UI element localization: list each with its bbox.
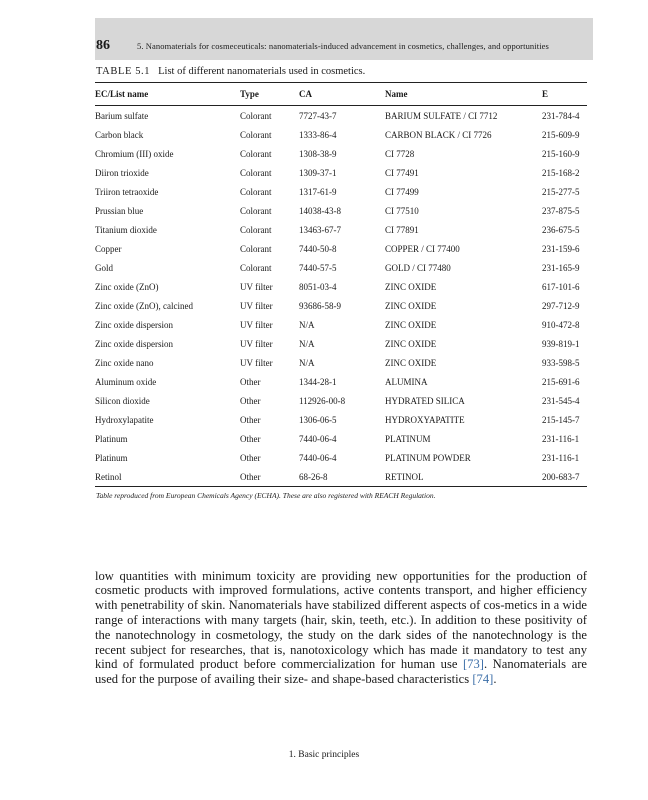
body-text-part-2: . Nanomaterials are used for the purpose of availing their size- and shape-based characteristics xyxy=(95,657,587,687)
cell-e: 215-691-6 xyxy=(542,376,580,387)
table-row xyxy=(95,201,587,220)
cell-e: 297-712-9 xyxy=(542,300,580,311)
cell-ca: 14038-43-8 xyxy=(299,205,341,216)
cell-ec-list-name: Platinum xyxy=(95,433,128,444)
table-row xyxy=(95,372,587,391)
body-text-part-3: . xyxy=(493,672,497,687)
table-row xyxy=(95,296,587,315)
citation-link-74[interactable]: [74] xyxy=(472,672,494,687)
cell-type: Colorant xyxy=(240,224,272,235)
cell-name: CI 77510 xyxy=(385,205,419,216)
page-number: 86 xyxy=(96,38,110,53)
cell-type: Colorant xyxy=(240,148,272,159)
cell-type: Other xyxy=(240,467,299,487)
cell-type: Other xyxy=(240,433,261,444)
cell-ec-list-name: Aluminum oxide xyxy=(95,376,157,387)
table-row xyxy=(95,429,587,448)
table-caption-text: List of different nanomaterials used in cosmetics. xyxy=(158,66,366,77)
cell-ec-list-name: Retinol xyxy=(95,467,240,487)
cell-e: 231-165-9 xyxy=(542,262,580,273)
cell-name: ZINC OXIDE xyxy=(385,281,437,292)
cell-name: PLATINUM POWDER xyxy=(385,452,471,463)
cell-ec-list-name: Titanium dioxide xyxy=(95,224,157,235)
cell-name: BARIUM SULFATE / CI 7712 xyxy=(385,110,498,121)
cell-ca: 112926-00-8 xyxy=(299,395,346,406)
cell-name: ZINC OXIDE xyxy=(385,338,437,349)
header-band xyxy=(95,18,593,60)
cell-ca: 7440-06-4 xyxy=(299,433,337,444)
cell-name: ZINC OXIDE xyxy=(385,300,437,311)
cell-ec-list-name: Gold xyxy=(95,262,113,273)
table-row xyxy=(95,315,587,334)
cell-ca: 93686-58-9 xyxy=(299,300,341,311)
cell-ec-list-name: Silicon dioxide xyxy=(95,395,150,406)
cell-ca: 7440-50-8 xyxy=(299,243,337,254)
cell-ca: 1309-37-1 xyxy=(299,167,337,178)
cell-type: UV filter xyxy=(240,338,273,349)
cell-e: 215-609-9 xyxy=(542,129,580,140)
cell-type: Other xyxy=(240,452,261,463)
cell-ca: 1317-61-9 xyxy=(299,186,337,197)
cell-ca: 1344-28-1 xyxy=(299,376,337,387)
cell-type: Colorant xyxy=(240,167,272,178)
cell-name: CI 77491 xyxy=(385,167,419,178)
column-header-ca: CA xyxy=(299,83,385,106)
cell-name: PLATINUM xyxy=(385,433,431,444)
table-caption xyxy=(96,66,365,77)
cell-ec-list-name: Zinc oxide (ZnO), calcined xyxy=(95,300,193,311)
cell-ec-list-name: Carbon black xyxy=(95,129,144,140)
cell-ec-list-name: Platinum xyxy=(95,452,128,463)
cell-type: Other xyxy=(240,414,261,425)
column-header-type: Type xyxy=(240,83,299,106)
cell-ec-list-name: Triiron tetraoxide xyxy=(95,186,159,197)
cell-ca: 7440-06-4 xyxy=(299,452,337,463)
cell-ca: 1333-86-4 xyxy=(299,129,337,140)
cell-ec-list-name: Zinc oxide dispersion xyxy=(95,319,173,330)
table-row xyxy=(95,410,587,429)
cell-name: ZINC OXIDE xyxy=(385,319,437,330)
cell-ca: N/A xyxy=(299,319,315,330)
cell-e: 617-101-6 xyxy=(542,281,580,292)
cell-ec-list-name: Zinc oxide (ZnO) xyxy=(95,281,159,292)
column-header-e: E xyxy=(542,83,587,106)
cell-name: COPPER / CI 77400 xyxy=(385,243,460,254)
cell-type: Colorant xyxy=(240,110,272,121)
cell-type: Colorant xyxy=(240,262,272,273)
cell-name: RETINOL xyxy=(385,467,542,487)
cell-e: 231-784-4 xyxy=(542,110,580,121)
table-row xyxy=(95,334,587,353)
cell-e: 215-277-5 xyxy=(542,186,580,197)
cell-ca: 1308-38-9 xyxy=(299,148,337,159)
cell-name: GOLD / CI 77480 xyxy=(385,262,451,273)
cell-e: 231-116-1 xyxy=(542,452,580,463)
table-row xyxy=(95,258,587,277)
cell-name: ALUMINA xyxy=(385,376,428,387)
cell-ec-list-name: Zinc oxide nano xyxy=(95,357,154,368)
cell-ca: N/A xyxy=(299,357,315,368)
cell-ec-list-name: Barium sulfate xyxy=(95,110,149,121)
cell-type: Other xyxy=(240,376,261,387)
cell-e: 231-159-6 xyxy=(542,243,580,254)
cell-e: 215-145-7 xyxy=(542,414,580,425)
cell-ca: N/A xyxy=(299,338,315,349)
table-row xyxy=(95,239,587,258)
cell-name: CI 77499 xyxy=(385,186,419,197)
cell-ca: 13463-67-7 xyxy=(299,224,341,235)
cell-ca: 7727-43-7 xyxy=(299,110,337,121)
cell-ec-list-name: Chromium (III) oxide xyxy=(95,148,174,159)
cell-type: Colorant xyxy=(240,186,272,197)
cell-e: 215-160-9 xyxy=(542,148,580,159)
cell-type: UV filter xyxy=(240,357,273,368)
body-text-part-1: low quantities with minimum toxicity are providing new opportunities for the production of cosmetic products with improved formulations, active contents transport, and higher efficiency with penetrability of skin. Nanomaterials have stabilized different aspects of cos-metics in a wide range of interactions with many targets (hair, skin, teeth, etc.). In addition to these positivity of the nanotechnology in cosmetology, the study on the dark sides of the nanotechnology is the recent subject for researches, that is, nanotoxicology which has made it mandatory to test any kind of formulated product before commercialization for human use xyxy=(95,568,587,672)
table-row xyxy=(95,391,587,410)
cell-e: 939-819-1 xyxy=(542,338,580,349)
table-header-row xyxy=(95,83,587,106)
table-row xyxy=(95,182,587,201)
cell-ec-list-name: Hydroxylapatite xyxy=(95,414,154,425)
citation-link-73[interactable]: [73] xyxy=(462,657,484,672)
cell-e: 231-116-1 xyxy=(542,433,580,444)
cell-type: Other xyxy=(240,395,261,406)
table-row xyxy=(95,144,587,163)
cell-ec-list-name: Prussian blue xyxy=(95,205,144,216)
cell-type: Colorant xyxy=(240,243,272,254)
cell-ca: 7440-57-5 xyxy=(299,262,337,273)
cell-type: Colorant xyxy=(240,205,272,216)
table-row xyxy=(95,106,587,126)
footer-section-title: 1. Basic principles xyxy=(288,750,360,760)
table-row xyxy=(95,163,587,182)
running-head: 5. Nanomaterials for cosmeceuticals: nanomaterials-induced advancement in cosmetics, challenges, and opportunities xyxy=(137,41,549,51)
table-row xyxy=(95,448,587,467)
nanomaterials-table xyxy=(95,82,587,487)
table-row xyxy=(95,220,587,239)
column-header-name: Name xyxy=(385,83,542,106)
cell-ec-list-name: Diiron trioxide xyxy=(95,167,149,178)
cell-e: 231-545-4 xyxy=(542,395,580,406)
cell-type: UV filter xyxy=(240,300,273,311)
cell-e: 215-168-2 xyxy=(542,167,580,178)
cell-e: 910-472-8 xyxy=(542,319,580,330)
cell-e: 236-675-5 xyxy=(542,224,580,235)
cell-e: 200-683-7 xyxy=(542,467,587,487)
cell-e: 933-598-5 xyxy=(542,357,580,368)
cell-type: UV filter xyxy=(240,319,273,330)
body-paragraph xyxy=(95,569,587,687)
nanomaterials-table-container xyxy=(95,82,587,487)
cell-name: HYDROXYAPATITE xyxy=(385,414,465,425)
cell-ec-list-name: Copper xyxy=(95,243,122,254)
cell-type: UV filter xyxy=(240,281,273,292)
cell-ca: 8051-03-4 xyxy=(299,281,337,292)
cell-name: CARBON BLACK / CI 7726 xyxy=(385,129,492,140)
cell-name: CI 7728 xyxy=(385,148,415,159)
cell-name: ZINC OXIDE xyxy=(385,357,437,368)
cell-type: Colorant xyxy=(240,129,272,140)
cell-e: 237-875-5 xyxy=(542,205,580,216)
cell-name: HYDRATED SILICA xyxy=(385,395,465,406)
table-row xyxy=(95,467,587,487)
cell-ec-list-name: Zinc oxide dispersion xyxy=(95,338,173,349)
cell-ca: 68-26-8 xyxy=(299,467,385,487)
table-row xyxy=(95,277,587,296)
table-caption-number: TABLE 5.1 xyxy=(96,66,151,77)
table-note: Table reproduced from European Chemicals Agency (ECHA). These are also registered with REACH Regulation. xyxy=(96,491,436,500)
cell-name: CI 77891 xyxy=(385,224,419,235)
cell-ca: 1306-06-5 xyxy=(299,414,337,425)
table-row xyxy=(95,353,587,372)
column-header-ec-list-name: EC/List name xyxy=(95,83,240,106)
table-row xyxy=(95,125,587,144)
table-body xyxy=(95,106,587,487)
